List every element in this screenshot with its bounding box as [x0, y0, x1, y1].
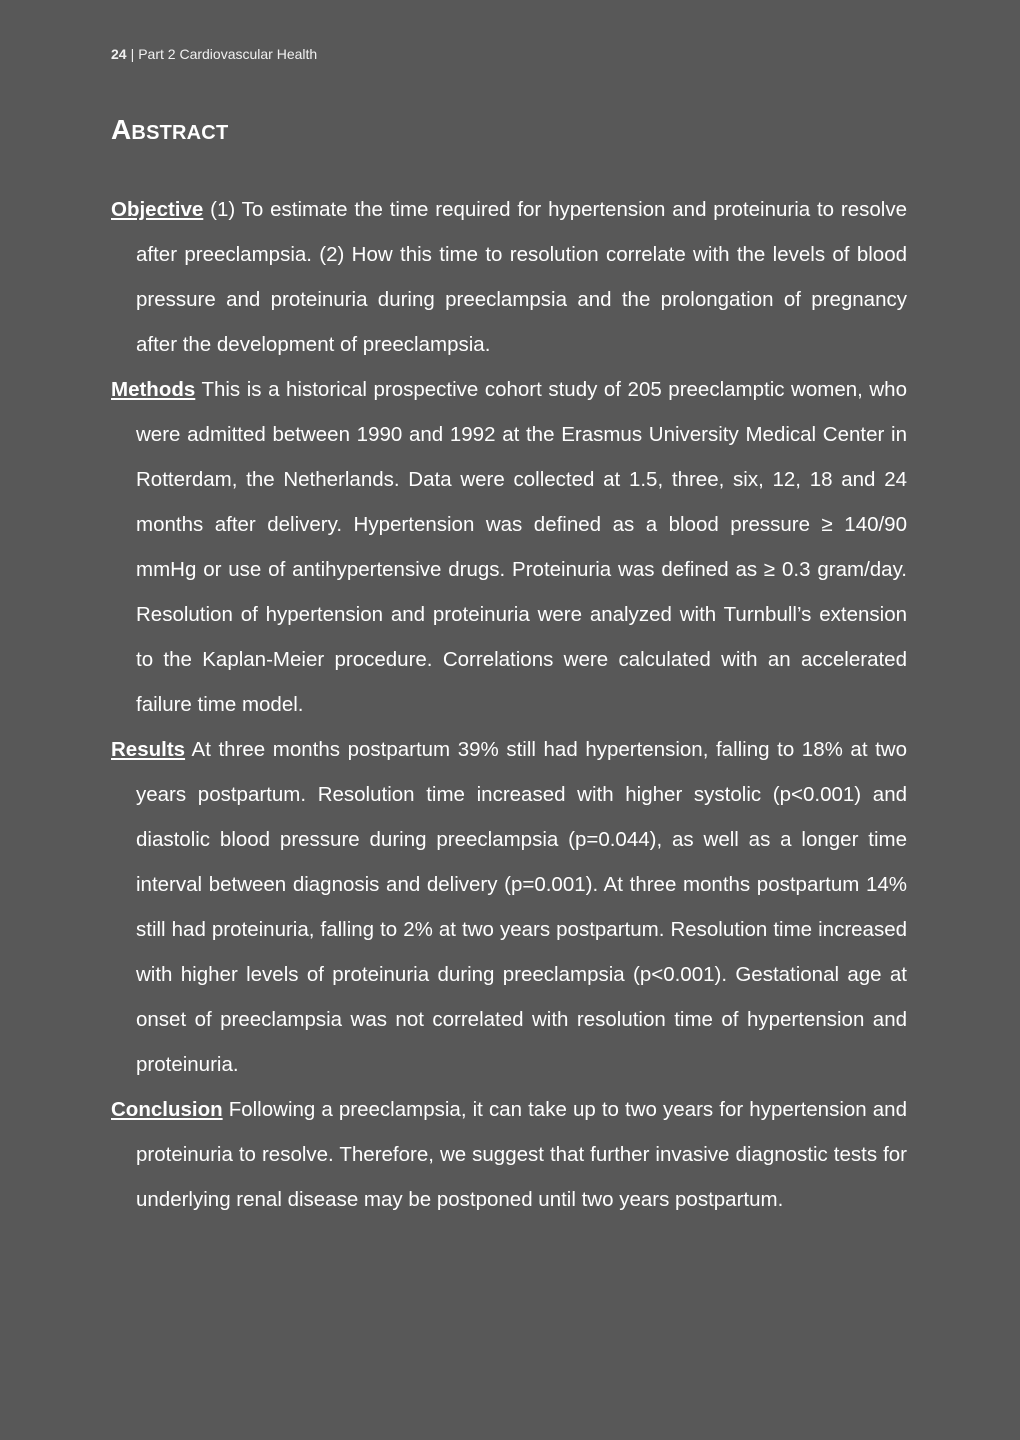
section-conclusion [111, 1087, 907, 1222]
page-number: 24 [111, 46, 127, 62]
section-text-conclusion: Following a preeclampsia, it can take up to two years for hypertension and proteinuria to resolve. Therefore, we suggest that further invasive diagnostic tests for underlying renal disease may be postponed until two years postpartum. [136, 1098, 907, 1211]
section-label-objective: Objective [111, 198, 204, 221]
running-title: Part 2 Cardiovascular Health [138, 46, 318, 62]
running-header [111, 45, 317, 63]
section-text-results: At three months postpartum 39% still had hypertension, falling to 18% at two years postpartum. Resolution time increased with higher systolic (p<0.001) and diastolic blood pressure during preeclampsia (p=0.044), as well as a longer time interval between diagnosis and delivery (p=0.001). At three months postpartum 14% still had proteinuria, falling to 2% at two years postpartum. Resolution time increased with higher levels of proteinuria during preeclampsia (p<0.001). Gestational age at onset of preeclampsia was not correlated with resolution time of hypertension and proteinuria. [136, 738, 907, 1076]
abstract-body [111, 187, 907, 1222]
section-results [111, 727, 907, 1087]
section-objective [111, 187, 907, 367]
header-separator: | [130, 46, 135, 62]
section-label-methods: Methods [111, 378, 196, 401]
abstract-title: Abstract [111, 114, 229, 145]
section-text-objective: (1) To estimate the time required for hypertension and proteinuria to resolve after preeclampsia. (2) How this time to resolution correlate with the levels of blood pressure and proteinuria during preeclampsia and the prolongation of pregnancy after the development of preeclampsia. [136, 198, 907, 356]
section-label-conclusion: Conclusion [111, 1098, 223, 1121]
section-text-methods: This is a historical prospective cohort study of 205 preeclamptic women, who were admitted between 1990 and 1992 at the Erasmus University Medical Center in Rotterdam, the Netherlands. Data were collected at 1.5, three, six, 12, 18 and 24 months after delivery. Hypertension was defined as a blood pressure ≥ 140/90 mmHg or use of antihypertensive drugs. Proteinuria was defined as ≥ 0.3 gram/day. Resolution of hypertension and proteinuria were analyzed with Turnbull’s extension to the Kaplan-Meier procedure. Correlations were calculated with an accelerated failure time model. [136, 378, 907, 716]
section-methods [111, 367, 907, 727]
section-label-results: Results [111, 738, 186, 761]
